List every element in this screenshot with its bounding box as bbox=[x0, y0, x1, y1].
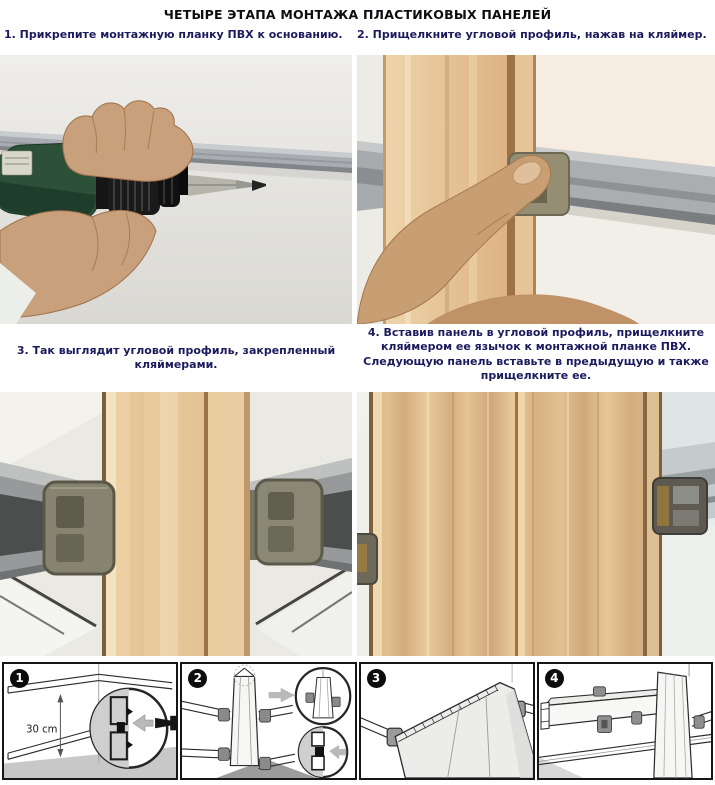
pvc-panel bbox=[369, 392, 662, 656]
caption-step4: 4. Вставив панель в угловой профиль, прищелкните кляймером ее язычок к монтажной планке ПВХ. Следующую панель вставьте в предыдущую и также прищелкните ее. bbox=[363, 326, 709, 382]
diagram-strips-on-wall bbox=[4, 664, 176, 778]
diagram-panel-clipped bbox=[539, 664, 711, 778]
photo-row-1 bbox=[0, 55, 715, 324]
diagram-badge-1: 1 bbox=[10, 669, 29, 688]
dimension-30cm bbox=[26, 694, 63, 757]
diagram-corner-profile bbox=[182, 664, 354, 778]
right-clip bbox=[653, 478, 707, 534]
page-title: ЧЕТЫРЕ ЭТАПА МОНТАЖА ПЛАСТИКОВЫХ ПАНЕЛЕЙ bbox=[163, 6, 552, 22]
panel bbox=[395, 683, 533, 778]
profile-clips-photo-illustration bbox=[0, 392, 352, 656]
diagram-badge-3: 3 bbox=[367, 669, 386, 688]
clip-press-photo-illustration bbox=[357, 55, 715, 324]
caption-row-1 bbox=[0, 28, 715, 55]
left-clip bbox=[357, 534, 377, 584]
corner-profile bbox=[102, 392, 250, 656]
photo-row-2 bbox=[0, 392, 715, 656]
dimension-label: 30 cm bbox=[26, 724, 58, 736]
diagram-row bbox=[0, 656, 715, 780]
photo-step1-drill-strip bbox=[0, 55, 352, 324]
arrow-icon bbox=[269, 688, 295, 703]
corner-profile-column bbox=[231, 665, 259, 766]
panel-photo-illustration bbox=[357, 392, 715, 656]
diagram-step3 bbox=[359, 662, 535, 780]
diagram-badge-2: 2 bbox=[188, 669, 207, 688]
left-clip bbox=[44, 482, 114, 574]
caption-step3: 3. Так выглядит угловой профиль, закрепленный кляймерами. bbox=[16, 343, 336, 371]
inset-profile-3d bbox=[296, 668, 350, 724]
caption-step1: 1. Прикрепите монтажную планку ПВХ к основанию. bbox=[4, 28, 343, 41]
photo-step2-clip-press bbox=[357, 55, 715, 324]
diagram-step4 bbox=[537, 662, 713, 780]
diagram-step1 bbox=[2, 662, 178, 780]
inset-clip-section bbox=[299, 727, 347, 777]
photo-step4-panel-installed bbox=[357, 392, 715, 656]
caption-step2: 2. Прищелкните угловой профиль, нажав на кляймер. bbox=[357, 28, 707, 41]
diagram-panel-insert bbox=[361, 664, 533, 778]
drill-photo-illustration bbox=[0, 55, 352, 324]
caption-row-2 bbox=[0, 324, 715, 392]
diagram-badge-4: 4 bbox=[545, 669, 564, 688]
clip-side bbox=[694, 716, 704, 728]
photo-step3-profile-clips bbox=[0, 392, 352, 656]
diagram-step2 bbox=[180, 662, 356, 780]
vertical-panel bbox=[654, 664, 692, 778]
right-clip bbox=[250, 480, 322, 564]
